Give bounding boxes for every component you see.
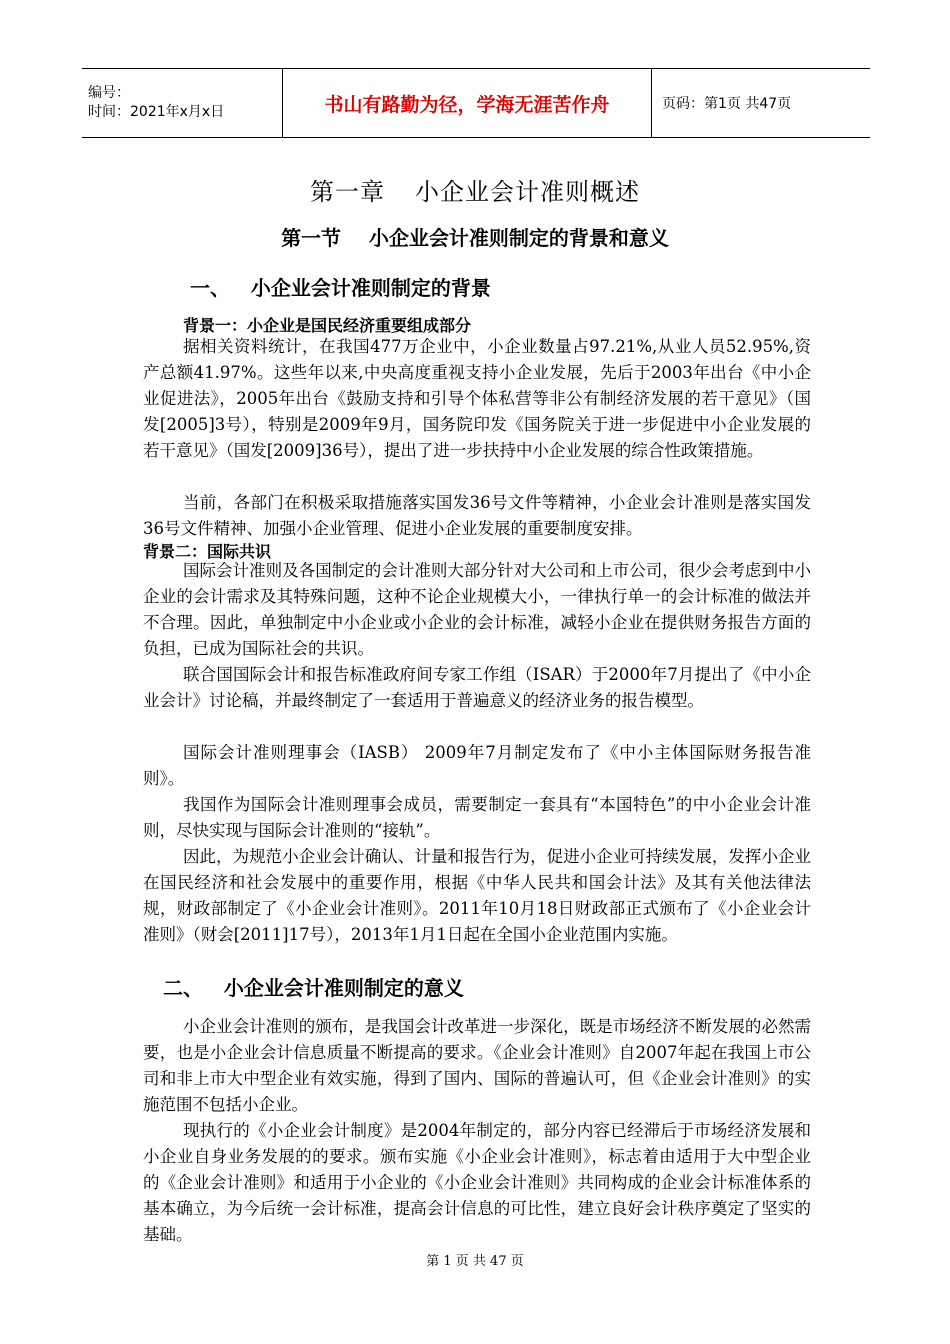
paragraph: 联合国国际会计和报告标准政府间专家工作组（ISAR）于2000年7月提出了《中小企业会计》讨论稿，并最终制定了一套适用于普遍意义的经济业务的报告模型。 xyxy=(143,665,811,710)
document-date: 时间：2021年x月x日 xyxy=(88,104,225,120)
page-footer: 第 1 页 共 47 页 xyxy=(426,1254,524,1269)
paragraph: 国际会计准则及各国制定的会计准则大部分针对大公司和上市公司，很少会考虑到中小企业的会计需求及其特殊问题，这种不论企业规模大小，一律执行单一的会计标准的做法并不合理。因此，单独制定中小企业或小企业的会计标准，减轻小企业在提供财务报告方面的负担，已成为国际社会的共识。 xyxy=(143,561,811,658)
page-header xyxy=(82,68,870,138)
chapter-name: 小企业会计准则概述 xyxy=(415,178,640,206)
paragraph: 当前，各部门在积极采取措施落实国发36号文件等精神，小企业会计准则是落实国发36号文件精神、加强小企业管理、促进小企业发展的重要制度安排。 xyxy=(143,493,811,538)
paragraph: 我国作为国际会计准则理事会成员，需要制定一套具有“本国特色”的中小企业会计准则，尽快实现与国际会计准则的“接轨”。 xyxy=(143,795,811,840)
header-meta xyxy=(82,69,282,137)
paragraph: 小企业会计准则的颁布，是我国会计改革进一步深化，既是市场经济不断发展的必然需要，也是小企业会计信息质量不断提高的要求。《企业会计准则》自2007年起在我国上市公司和非上市大中型企业有效实施，得到了国内、国际的普遍认可，但《企业会计准则》的实施范围不包括小企业。 xyxy=(143,1017,811,1114)
background2-title: 背景二：国际共识 xyxy=(143,542,272,561)
paragraph: 因此，为规范小企业会计确认、计量和报告行为，促进小企业可持续发展，发挥小企业在国民经济和社会发展中的重要作用，根据《中华人民共和国会计法》及其有关他法律法规，财政部制定了《小企业会计准则》。2011年10月18日财政部正式颁布了《小企业会计准则》（财会[2011]17号），2013年1月1日起在全国小企业范围内实施。 xyxy=(143,847,811,944)
paragraph: 据相关资料统计，在我国477万企业中，小企业数量占97.21%,从业人员52.95%,资产总额41.97%。这些年以来,中央高度重视支持小企业发展，先后于2003年出台《中小企业促进法》，2005年出台《鼓励支持和引导个体私营等非公有制经济发展的若干意见》（国发[2005]3号），特别是2009年9月，国务院印发《国务院关于进一步促进中小企业发展的若干意见》（国发[2009]36号），提出了进一步扶持中小企业发展的综合性政策措施。 xyxy=(143,337,811,460)
header-page-number: 页码：第1页 共47页 xyxy=(662,96,792,112)
part2-heading: 二、 小企业会计准则制定的意义 xyxy=(163,976,464,1000)
paragraph: 国际会计准则理事会（IASB） 2009年7月制定发布了《中小主体国际财务报告准则》。 xyxy=(143,743,811,788)
chapter-title xyxy=(0,172,950,207)
chapter-number: 第一章 xyxy=(310,178,385,206)
background1-title: 背景一：小企业是国民经济重要组成部分 xyxy=(183,316,472,335)
document-number-label: 编号： xyxy=(88,85,130,101)
header-motto: 书山有路勤为径，学海无涯苦作舟 xyxy=(282,69,652,137)
part1-heading: 一、 小企业会计准则制定的背景 xyxy=(190,276,491,300)
section-title: 第一节 小企业会计准则制定的背景和意义 xyxy=(281,226,669,250)
paragraph: 现执行的《小企业会计制度》是2004年制定的，部分内容已经滞后于市场经济发展和小企业自身业务发展的的要求。颁布实施《小企业会计准则》，标志着由适用于大中型企业的《企业会计准则》和适用于小企业的《小企业会计准则》共同构成的企业会计标准体系的基本确立，为今后统一会计标准，提高会计信息的可比性，建立良好会计秩序奠定了坚实的基础。 xyxy=(143,1121,811,1244)
